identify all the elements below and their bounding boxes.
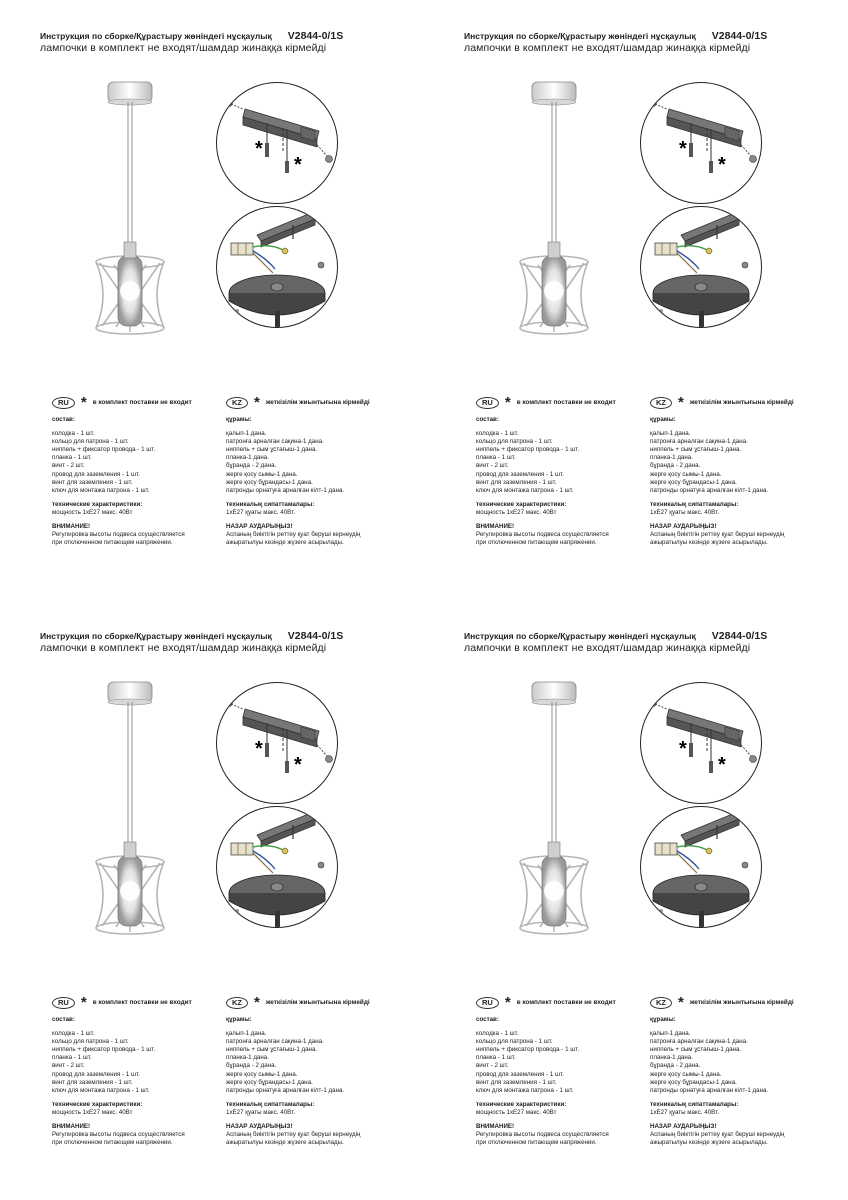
canopy-base: [229, 875, 325, 927]
canopy-base: [653, 875, 749, 927]
ground-screw: [742, 862, 748, 868]
list-item: патронға арналған сақина-1 дана.: [650, 438, 748, 446]
list-item: ниппель + сым ұстағыш-1 дана.: [650, 446, 742, 454]
list-item: кольцо для патрона - 1 шт.: [52, 438, 129, 446]
wires: [677, 846, 712, 873]
lamp-socket: [124, 842, 136, 858]
canopy-wiring-detail: [640, 806, 762, 928]
kazakh-instructions: [650, 996, 825, 1147]
list-item: винт для заземления - 1 шт.: [476, 1078, 557, 1086]
header-title-line: [464, 30, 767, 42]
kz-contents-list: [226, 430, 401, 495]
list-item: планка-1 дана.: [650, 454, 693, 462]
list-item: жерге қосу сымы-1 дана.: [650, 470, 722, 478]
ru-warning-title: ВНИМАНИЕ!: [52, 1123, 91, 1131]
warning-line: Аспаның биіктігін реттеу қуат беруші кернеудің: [650, 1131, 785, 1139]
ru-asterisk: *: [80, 394, 87, 411]
kz-asterisk: *: [678, 994, 684, 1011]
canopy-wiring-detail: [216, 206, 338, 328]
ru-not-included-note: в комплект поставки не входит: [92, 998, 192, 1006]
kz-tech-title: техникалық сипаттамалары:: [226, 500, 315, 508]
header-title: Инструкция по сборке/Құрастыру жөніндегі нұсқаулық: [464, 31, 696, 41]
ru-not-included-note: в комплект поставки не входит: [516, 998, 616, 1006]
ru-warning-text: [476, 531, 651, 547]
kazakh-instructions: [226, 396, 401, 547]
list-item: винт - 2 шт.: [476, 1062, 509, 1070]
ru-not-included-note: в комплект поставки не входит: [516, 398, 616, 406]
kz-warning-text: [650, 1131, 825, 1147]
asterisk-left: *: [679, 138, 687, 160]
warning-line: ажыратылуы кезінде жүзеге асырылады.: [226, 539, 344, 547]
list-item: бұранда - 2 дана.: [226, 1062, 277, 1070]
pendant-lamp-illustration: [504, 678, 604, 948]
kz-warning-title: НАЗАР АУДАРЫҢЫЗ!: [226, 1123, 293, 1131]
pendant-lamp-illustration: [80, 78, 180, 348]
list-item: винт - 2 шт.: [52, 462, 85, 470]
screw-left: [650, 100, 668, 110]
ceiling-canopy: [108, 82, 152, 105]
kz-not-included-note: жеткізілім жиынтығына кірмейді: [689, 398, 794, 406]
bracket-top: [257, 213, 315, 247]
instruction-sheet: [424, 600, 848, 1200]
list-item: колодка - 1 шт.: [52, 1030, 95, 1038]
lamp-socket: [548, 842, 560, 858]
kz-warning-text: [650, 531, 825, 547]
list-item: жерге қосу бұрандасы-1 дана.: [650, 1078, 737, 1086]
canopy-wiring-detail: [640, 206, 762, 328]
list-item: планка - 1 шт.: [52, 454, 92, 462]
list-item: ниппель + сым ұстағыш-1 дана.: [226, 446, 318, 454]
canopy-base: [229, 275, 325, 327]
ground-screw: [318, 262, 324, 268]
ru-contents-title: состав:: [52, 1016, 75, 1023]
ru-language-badge: RU: [476, 397, 499, 409]
ceiling-canopy: [108, 682, 152, 705]
ru-language-badge: RU: [52, 397, 75, 409]
ru-tech-value: мощность 1хЕ27 макс. 40Вт: [52, 1108, 133, 1116]
kz-not-included-note: жеткізілім жиынтығына кірмейді: [265, 398, 370, 406]
kz-warning-title: НАЗАР АУДАРЫҢЫЗ!: [650, 523, 717, 531]
bracket-top: [257, 813, 315, 847]
warning-line: ажыратылуы кезінде жүзеге асырылады.: [650, 539, 768, 547]
ground-screw: [318, 862, 324, 868]
list-item: патронды орнатуға арналған кілт-1 дана.: [226, 486, 345, 494]
ru-tech-value: мощность 1хЕ27 макс. 40Вт: [476, 1108, 557, 1116]
bulb-glass: [118, 856, 142, 926]
asterisk-left: *: [255, 738, 263, 760]
warning-line: Регулировка высоты подвеса осуществляется: [52, 1131, 185, 1139]
list-item: провод для заземления - 1 шт.: [476, 470, 564, 478]
terminal-block: [231, 843, 253, 855]
kz-warning-title: НАЗАР АУДАРЫҢЫЗ!: [650, 1123, 717, 1131]
kz-warning-text: [226, 1131, 401, 1147]
ru-contents-title: состав:: [476, 416, 499, 423]
warning-line: Регулировка высоты подвеса осуществляется: [476, 531, 609, 539]
bracket-top: [681, 813, 739, 847]
kz-contents-list: [650, 1030, 825, 1095]
lamp-socket: [124, 242, 136, 258]
screw-right: [741, 145, 757, 163]
list-item: провод для заземления - 1 шт.: [476, 1070, 564, 1078]
list-item: жерге қосу бұрандасы-1 дана.: [226, 478, 313, 486]
ru-warning-text: [476, 1131, 651, 1147]
kz-tech-value: 1хЕ27 қуаты макс. 40Вт.: [226, 508, 295, 516]
list-item: провод для заземления - 1 шт.: [52, 470, 140, 478]
suspension-cable: [128, 102, 132, 242]
kz-asterisk: *: [254, 994, 260, 1011]
suspension-cable: [552, 702, 556, 842]
kz-contents-list: [226, 1030, 401, 1095]
list-item: патронды орнатуға арналған кілт-1 дана.: [226, 1086, 345, 1094]
kz-warning-title: НАЗАР АУДАРЫҢЫЗ!: [226, 523, 293, 531]
asterisk-right: *: [718, 154, 726, 176]
list-item: патронға арналған сақина-1 дана.: [650, 1038, 748, 1046]
bulb-glass: [542, 256, 566, 326]
kz-language-badge: KZ: [650, 997, 672, 1009]
list-item: жерге қосу бұрандасы-1 дана.: [650, 478, 737, 486]
asterisk-left: *: [255, 138, 263, 160]
kz-contents-title: құрамы:: [226, 1016, 252, 1023]
ru-warning-text: [52, 531, 227, 547]
kz-language-badge: KZ: [226, 397, 248, 409]
warning-line: при отключенном питающем напряжении.: [476, 1139, 597, 1147]
ceiling-canopy: [532, 682, 576, 705]
list-item: жерге қосу бұрандасы-1 дана.: [226, 1078, 313, 1086]
ru-tech-title: технические характеристики:: [52, 500, 143, 508]
kz-tech-title: техникалық сипаттамалары:: [650, 500, 739, 508]
list-item: винт для заземления - 1 шт.: [52, 1078, 133, 1086]
list-item: қалып-1 дана.: [226, 430, 267, 438]
kz-asterisk: *: [254, 394, 260, 411]
list-item: патронға арналған сақина-1 дана.: [226, 1038, 324, 1046]
list-item: жерге қосу сымы-1 дана.: [226, 1070, 298, 1078]
screw-right: [741, 745, 757, 763]
list-item: бұранда - 2 дана.: [650, 1062, 701, 1070]
list-item: колодка - 1 шт.: [476, 430, 519, 438]
instruction-sheet: [424, 0, 848, 600]
kazakh-instructions: [226, 996, 401, 1147]
asterisk-right: *: [294, 154, 302, 176]
list-item: колодка - 1 шт.: [52, 430, 95, 438]
mounting-bracket-detail: [216, 682, 338, 804]
pendant-lamp-illustration: [80, 678, 180, 948]
header-subtitle: лампочки в комплект не входят/шамдар жинаққа кірмейді: [40, 42, 327, 54]
list-item: ниппель + фиксатор провода - 1 шт.: [476, 1046, 580, 1054]
ru-language-badge: RU: [52, 997, 75, 1009]
list-item: ниппель + фиксатор провода - 1 шт.: [52, 446, 156, 454]
bracket-top: [681, 213, 739, 247]
kz-not-included-note: жеткізілім жиынтығына кірмейді: [689, 998, 794, 1006]
kz-warning-text: [226, 531, 401, 547]
screw-left: [226, 700, 244, 710]
list-item: патронға арналған сақина-1 дана.: [226, 438, 324, 446]
kazakh-instructions: [650, 396, 825, 547]
canopy-base: [653, 275, 749, 327]
ru-warning-text: [52, 1131, 227, 1147]
ground-screw: [742, 262, 748, 268]
ru-tech-value: мощность 1хЕ27 макс. 40Вт: [476, 508, 557, 516]
kz-tech-value: 1хЕ27 қуаты макс. 40Вт.: [650, 508, 719, 516]
terminal-block: [231, 243, 253, 255]
ru-contents-title: состав:: [476, 1016, 499, 1023]
list-item: қалып-1 дана.: [226, 1030, 267, 1038]
list-item: планка - 1 шт.: [476, 454, 516, 462]
wires: [253, 246, 288, 273]
list-item: планка-1 дана.: [226, 454, 269, 462]
kz-contents-list: [650, 430, 825, 495]
russian-instructions: [52, 996, 227, 1147]
list-item: планка-1 дана.: [226, 1054, 269, 1062]
kz-contents-title: құрамы:: [650, 416, 676, 423]
list-item: планка - 1 шт.: [52, 1054, 92, 1062]
header-title-line: [40, 30, 343, 42]
kz-asterisk: *: [678, 394, 684, 411]
list-item: қалып-1 дана.: [650, 1030, 691, 1038]
screw-left: [226, 100, 244, 110]
list-item: планка-1 дана.: [650, 1054, 693, 1062]
ru-tech-title: технические характеристики:: [52, 1100, 143, 1108]
suspension-cable: [552, 102, 556, 242]
list-item: ниппель + сым ұстағыш-1 дана.: [650, 1046, 742, 1054]
header-title-line: [464, 630, 767, 642]
ru-asterisk: *: [504, 994, 511, 1011]
ru-tech-title: технические характеристики:: [476, 500, 567, 508]
warning-line: ажыратылуы кезінде жүзеге асырылады.: [650, 1139, 768, 1147]
warning-line: Аспаның биіктігін реттеу қуат беруші кернеудің: [226, 1131, 361, 1139]
kz-contents-title: құрамы:: [226, 416, 252, 423]
model-number: V2844-0/1S: [711, 630, 768, 642]
list-item: бұранда - 2 дана.: [226, 462, 277, 470]
header-subtitle: лампочки в комплект не входят/шамдар жинаққа кірмейді: [464, 42, 751, 54]
screw-left: [650, 700, 668, 710]
list-item: ниппель + сым ұстағыш-1 дана.: [226, 1046, 318, 1054]
bulb-glass: [118, 256, 142, 326]
ru-warning-title: ВНИМАНИЕ!: [476, 523, 515, 531]
ru-contents-list: [476, 430, 651, 495]
lamp-socket: [548, 242, 560, 258]
canopy-wiring-detail: [216, 806, 338, 928]
screw-right: [317, 745, 333, 763]
list-item: ключ для монтажа патрона - 1 шт.: [52, 486, 150, 494]
list-item: колодка - 1 шт.: [476, 1030, 519, 1038]
ceiling-canopy: [532, 82, 576, 105]
model-number: V2844-0/1S: [287, 630, 344, 642]
list-item: ключ для монтажа патрона - 1 шт.: [476, 486, 574, 494]
header-title: Инструкция по сборке/Құрастыру жөніндегі нұсқаулық: [464, 631, 696, 641]
warning-line: Регулировка высоты подвеса осуществляется: [476, 1131, 609, 1139]
ru-not-included-note: в комплект поставки не входит: [92, 398, 192, 406]
terminal-block: [655, 843, 677, 855]
asterisk-right: *: [294, 754, 302, 776]
kz-tech-value: 1хЕ27 қуаты макс. 40Вт.: [226, 1108, 295, 1116]
instruction-sheet: [0, 600, 424, 1200]
instruction-sheet: [0, 0, 424, 600]
warning-line: Аспаның биіктігін реттеу қуат беруші кернеудің: [226, 531, 361, 539]
list-item: патронды орнатуға арналған кілт-1 дана.: [650, 1086, 769, 1094]
list-item: кольцо для патрона - 1 шт.: [52, 1038, 129, 1046]
header-title: Инструкция по сборке/Құрастыру жөніндегі нұсқаулық: [40, 31, 272, 41]
header-subtitle: лампочки в комплект не входят/шамдар жинаққа кірмейді: [464, 642, 751, 654]
ru-language-badge: RU: [476, 997, 499, 1009]
russian-instructions: [52, 396, 227, 547]
kz-language-badge: KZ: [650, 397, 672, 409]
ru-asterisk: *: [80, 994, 87, 1011]
warning-line: при отключенном питающем напряжении.: [52, 1139, 173, 1147]
list-item: кольцо для патрона - 1 шт.: [476, 438, 553, 446]
model-number: V2844-0/1S: [711, 30, 768, 42]
list-item: бұранда - 2 дана.: [650, 462, 701, 470]
asterisk-right: *: [718, 754, 726, 776]
list-item: патронды орнатуға арналған кілт-1 дана.: [650, 486, 769, 494]
terminal-block: [655, 243, 677, 255]
suspension-cable: [128, 702, 132, 842]
header-title: Инструкция по сборке/Құрастыру жөніндегі нұсқаулық: [40, 631, 272, 641]
mounting-bracket-detail: [640, 682, 762, 804]
model-number: V2844-0/1S: [287, 30, 344, 42]
kz-not-included-note: жеткізілім жиынтығына кірмейді: [265, 998, 370, 1006]
list-item: қалып-1 дана.: [650, 430, 691, 438]
ru-contents-list: [52, 1030, 227, 1095]
warning-line: ажыратылуы кезінде жүзеге асырылады.: [226, 1139, 344, 1147]
pendant-lamp-illustration: [504, 78, 604, 348]
list-item: провод для заземления - 1 шт.: [52, 1070, 140, 1078]
list-item: ключ для монтажа патрона - 1 шт.: [52, 1086, 150, 1094]
russian-instructions: [476, 996, 651, 1147]
kz-language-badge: KZ: [226, 997, 248, 1009]
list-item: жерге қосу сымы-1 дана.: [226, 470, 298, 478]
list-item: винт - 2 шт.: [476, 462, 509, 470]
russian-instructions: [476, 396, 651, 547]
ru-warning-title: ВНИМАНИЕ!: [52, 523, 91, 531]
warning-line: при отключенном питающем напряжении.: [52, 539, 173, 547]
ru-tech-title: технические характеристики:: [476, 1100, 567, 1108]
list-item: ниппель + фиксатор провода - 1 шт.: [476, 446, 580, 454]
list-item: кольцо для патрона - 1 шт.: [476, 1038, 553, 1046]
wires: [677, 246, 712, 273]
header-title-line: [40, 630, 343, 642]
asterisk-left: *: [679, 738, 687, 760]
list-item: жерге қосу сымы-1 дана.: [650, 1070, 722, 1078]
list-item: ниппель + фиксатор провода - 1 шт.: [52, 1046, 156, 1054]
kz-tech-title: техникалық сипаттамалары:: [226, 1100, 315, 1108]
kz-contents-title: құрамы:: [650, 1016, 676, 1023]
header-subtitle: лампочки в комплект не входят/шамдар жинаққа кірмейді: [40, 642, 327, 654]
list-item: винт для заземления - 1 шт.: [52, 478, 133, 486]
kz-tech-value: 1хЕ27 қуаты макс. 40Вт.: [650, 1108, 719, 1116]
ru-contents-title: состав:: [52, 416, 75, 423]
ru-asterisk: *: [504, 394, 511, 411]
warning-line: Аспаның биіктігін реттеу қуат беруші кернеудің: [650, 531, 785, 539]
wires: [253, 846, 288, 873]
mounting-bracket-detail: [216, 82, 338, 204]
list-item: винт для заземления - 1 шт.: [476, 478, 557, 486]
list-item: винт - 2 шт.: [52, 1062, 85, 1070]
warning-line: при отключенном питающем напряжении.: [476, 539, 597, 547]
screw-right: [317, 145, 333, 163]
list-item: ключ для монтажа патрона - 1 шт.: [476, 1086, 574, 1094]
ru-tech-value: мощность 1хЕ27 макс. 40Вт: [52, 508, 133, 516]
ru-warning-title: ВНИМАНИЕ!: [476, 1123, 515, 1131]
warning-line: Регулировка высоты подвеса осуществляется: [52, 531, 185, 539]
ru-contents-list: [476, 1030, 651, 1095]
ru-contents-list: [52, 430, 227, 495]
mounting-bracket-detail: [640, 82, 762, 204]
kz-tech-title: техникалық сипаттамалары:: [650, 1100, 739, 1108]
bulb-glass: [542, 856, 566, 926]
list-item: планка - 1 шт.: [476, 1054, 516, 1062]
